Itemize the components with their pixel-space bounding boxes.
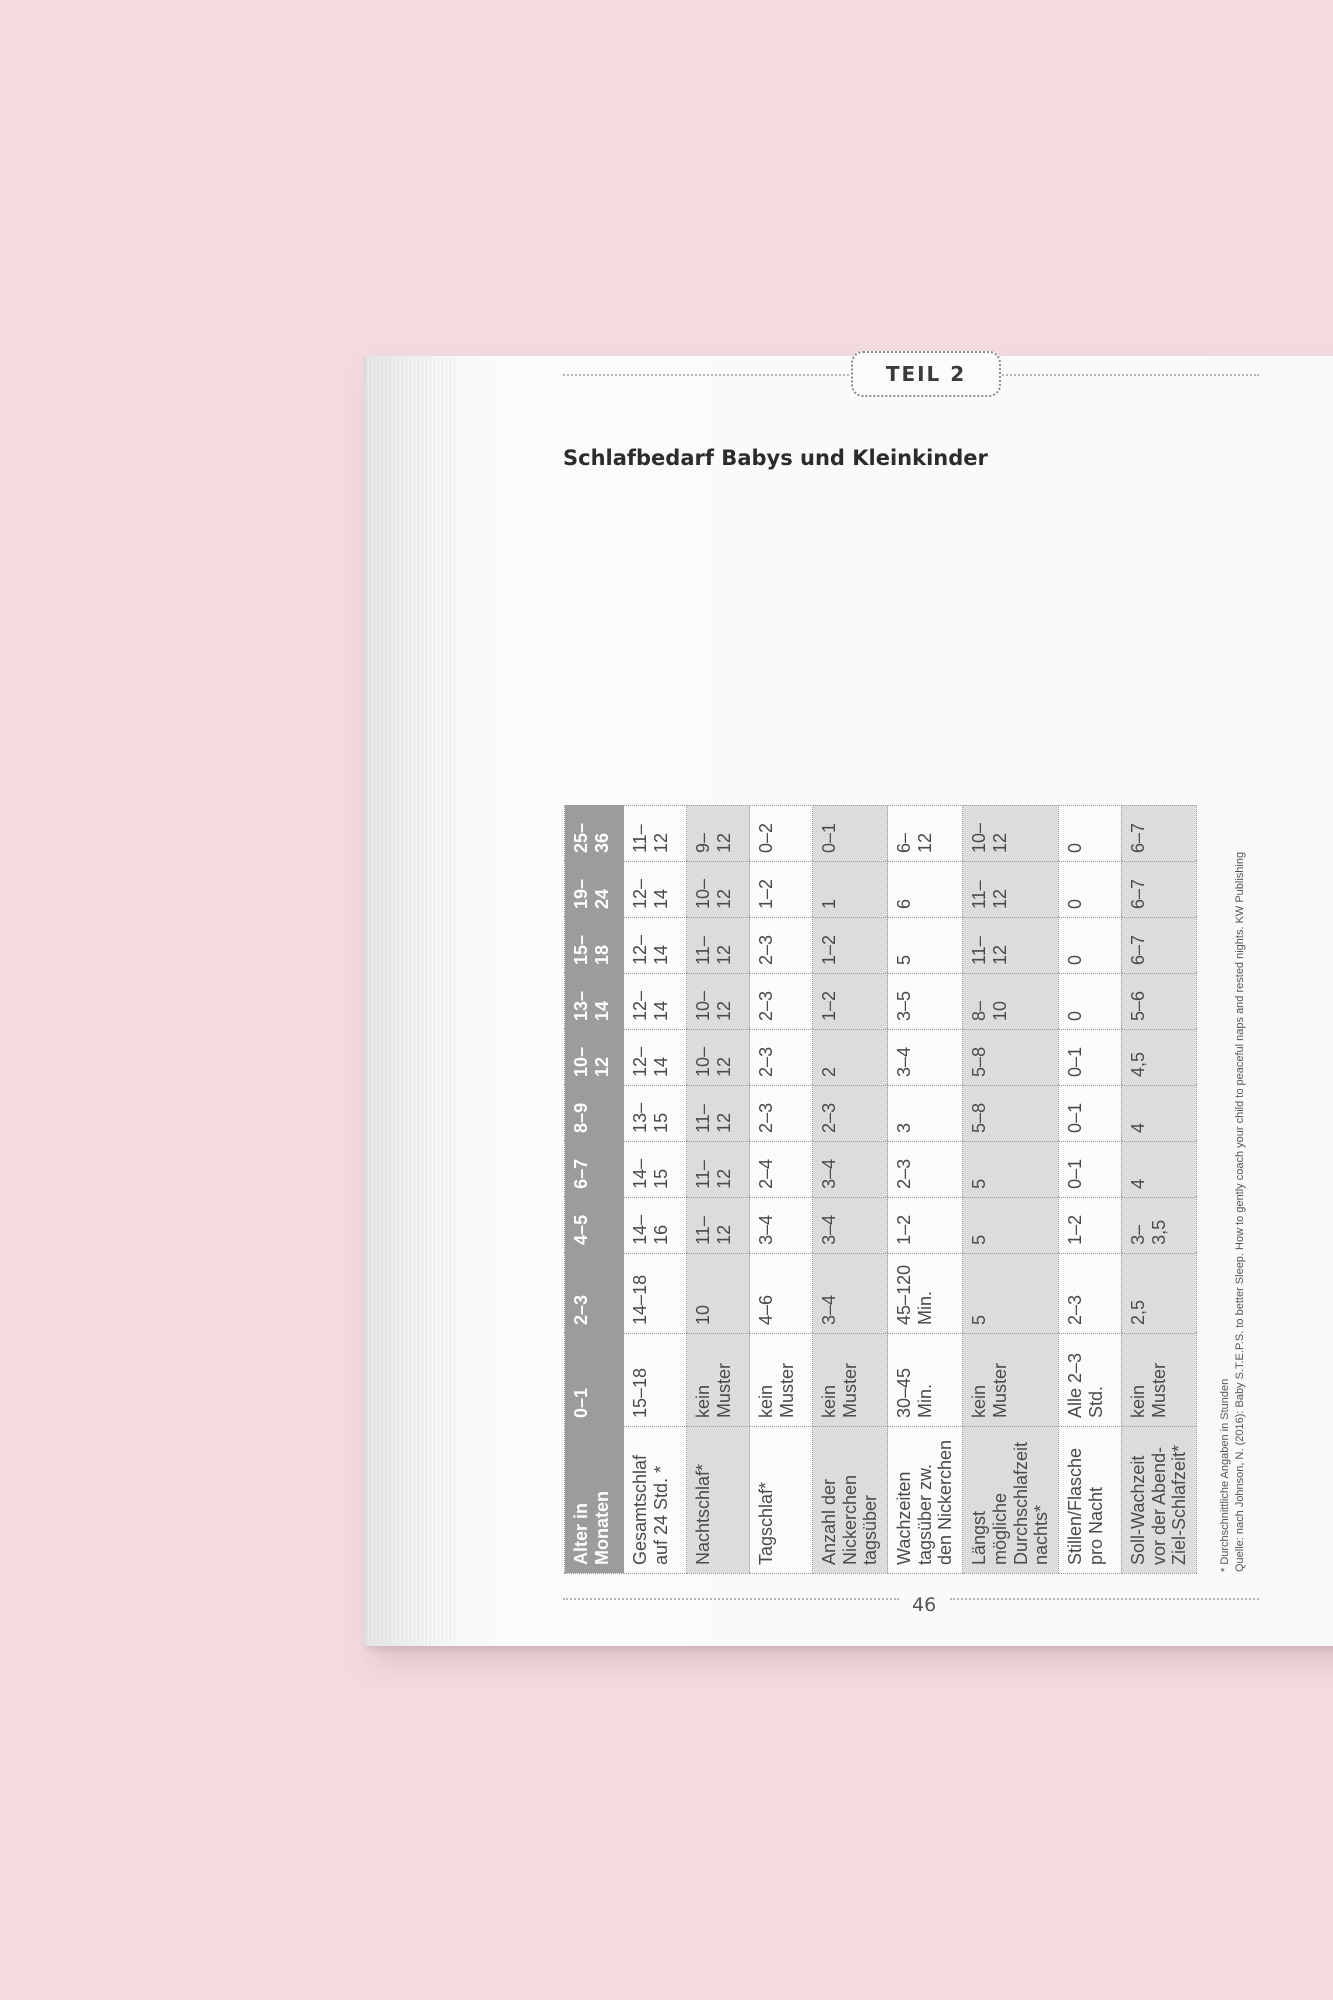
page-number: 46 — [912, 1594, 937, 1616]
table-cell: 2,5 — [1121, 1253, 1196, 1333]
header-rule-left — [563, 374, 849, 376]
table-cell: 0 — [1058, 973, 1121, 1029]
row-label: Tagschlaf* — [750, 1427, 813, 1574]
row-label: Längst mögliche Durchschlafzeit nachts* — [963, 1427, 1059, 1574]
table-cell: 14–16 — [624, 1197, 687, 1253]
table-cell: 4–6 — [750, 1253, 813, 1333]
table-cell: 2–3 — [813, 1085, 888, 1141]
table-cell: 2–3 — [750, 1085, 813, 1141]
table-cell: 10–12 — [687, 862, 750, 918]
table-cell: 4 — [1121, 1085, 1196, 1141]
table-cell: 11–12 — [687, 918, 750, 974]
table-cell: 5 — [888, 918, 963, 974]
header-cell: 8–9 — [565, 1085, 624, 1141]
table-cell: 5–8 — [963, 1085, 1059, 1141]
chapter-badge: TEIL 2 — [851, 351, 1001, 397]
table-cell: 2–3 — [750, 973, 813, 1029]
table-cell: 4 — [1121, 1141, 1196, 1197]
table-cell: 3–5 — [888, 973, 963, 1029]
table-row — [687, 806, 750, 1574]
header-cell: 25–36 — [565, 806, 624, 862]
table-cell: 0 — [1058, 862, 1121, 918]
header-rule-right — [999, 374, 1259, 376]
table-cell: 5 — [963, 1197, 1059, 1253]
table-cell: 10–12 — [687, 973, 750, 1029]
table-header-row — [565, 806, 624, 1574]
table-cell: 6 — [888, 862, 963, 918]
table-cell: 15–18 — [624, 1333, 687, 1426]
table-cell: 3–4 — [750, 1197, 813, 1253]
table-cell: Alle 2–3 Std. — [1058, 1333, 1121, 1426]
table-cell: kein Muster — [687, 1333, 750, 1426]
table-cell: 0–1 — [1058, 1141, 1121, 1197]
table-cell: kein Muster — [813, 1333, 888, 1426]
header-cell-age: Alter in Monaten — [565, 1427, 624, 1574]
header-cell: 10–12 — [565, 1029, 624, 1085]
table-cell: 10–12 — [687, 1029, 750, 1085]
header-cell: 15–18 — [565, 918, 624, 974]
table-cell: 45–120 Min. — [888, 1253, 963, 1333]
table-cell: 14–18 — [624, 1253, 687, 1333]
table-cell: 2 — [813, 1029, 888, 1085]
table-cell: 12–14 — [624, 862, 687, 918]
table-cell: 6–7 — [1121, 918, 1196, 974]
table-cell: kein Muster — [963, 1333, 1059, 1426]
table-cell: 2–4 — [750, 1141, 813, 1197]
table-cell: 12–14 — [624, 918, 687, 974]
table-cell: 2–3 — [1058, 1253, 1121, 1333]
table-cell: 2–3 — [750, 1029, 813, 1085]
table-cell: 3–4 — [813, 1253, 888, 1333]
sleep-table — [564, 805, 1197, 1574]
table-cell: 10 — [687, 1253, 750, 1333]
table-cell: 3–4 — [813, 1197, 888, 1253]
table-cell: 6–12 — [888, 806, 963, 862]
table-cell: 11–12 — [687, 1085, 750, 1141]
table-cell: 1–2 — [813, 973, 888, 1029]
table-cell: 2–3 — [750, 918, 813, 974]
table-cell: 3 — [888, 1085, 963, 1141]
table-row — [813, 806, 888, 1574]
footer-rule-left — [563, 1598, 899, 1600]
table-cell: 5 — [963, 1253, 1059, 1333]
page-title: Schlafbedarf Babys und Kleinkinder — [563, 446, 988, 470]
table-cell: 0–1 — [813, 806, 888, 862]
table-cell: 30–45 Min. — [888, 1333, 963, 1426]
table-cell: 12–14 — [624, 1029, 687, 1085]
footer-rule-right — [950, 1598, 1259, 1600]
rotated-table-wrapper — [564, 805, 1197, 1574]
table-cell: 1–2 — [750, 862, 813, 918]
table-cell: 0–1 — [1058, 1085, 1121, 1141]
table-cell: 8–10 — [963, 973, 1059, 1029]
table-cell: 2–3 — [888, 1141, 963, 1197]
footnotes — [1218, 852, 1249, 1572]
table-cell: 0 — [1058, 806, 1121, 862]
page-edges — [366, 356, 456, 1646]
row-label: Wachzeiten tagsüber zw. den Nickerchen — [888, 1427, 963, 1574]
table-cell: 11–12 — [963, 918, 1059, 974]
header-cell: 4–5 — [565, 1197, 624, 1253]
table-cell: 1–2 — [813, 918, 888, 974]
table-row — [1121, 806, 1196, 1574]
row-label: Anzahl der Nickerchen tagsüber — [813, 1427, 888, 1574]
header-cell: 19–24 — [565, 862, 624, 918]
row-label: Nachtschlaf* — [687, 1427, 750, 1574]
table-cell: 11–12 — [963, 862, 1059, 918]
table-cell: 14–15 — [624, 1141, 687, 1197]
row-label: Gesamtschlaf auf 24 Std. * — [624, 1427, 687, 1574]
table-cell: 13–15 — [624, 1085, 687, 1141]
header-cell: 2–3 — [565, 1253, 624, 1333]
table-cell: 0–1 — [1058, 1029, 1121, 1085]
table-cell: 1–2 — [888, 1197, 963, 1253]
row-label: Soll-Wachzeit vor der Abend-Ziel-Schlafzeit* — [1121, 1427, 1196, 1574]
header-cell: 13–14 — [565, 973, 624, 1029]
table-cell: 3–4 — [813, 1141, 888, 1197]
footnote-source: Quelle: nach Johnson, N. (2016): Baby S.T.E.P.S. to better Sleep. How to gently coach your child to peaceful naps and rested nights. KW Publishing — [1234, 851, 1247, 1572]
table-row — [1058, 806, 1121, 1574]
table-cell: 11–12 — [687, 1141, 750, 1197]
table-cell: 5–8 — [963, 1029, 1059, 1085]
table-row — [963, 806, 1059, 1574]
table-cell: 5–6 — [1121, 973, 1196, 1029]
table-cell: 11–12 — [687, 1197, 750, 1253]
table-cell: 12–14 — [624, 973, 687, 1029]
table-cell: 6–7 — [1121, 806, 1196, 862]
table-cell: 3–3,5 — [1121, 1197, 1196, 1253]
table-cell: 0 — [1058, 918, 1121, 974]
table-row — [750, 806, 813, 1574]
header-cell: 0–1 — [565, 1333, 624, 1426]
table-cell: 3–4 — [888, 1029, 963, 1085]
table-cell: 6–7 — [1121, 862, 1196, 918]
table-cell: kein Muster — [750, 1333, 813, 1426]
table-cell: 10–12 — [963, 806, 1059, 862]
footnote-note: * Durchschnittliche Angaben in Stunden — [1219, 1378, 1231, 1572]
row-label: Stillen/Flasche pro Nacht — [1058, 1427, 1121, 1574]
table-row — [624, 806, 687, 1574]
table-cell: 1 — [813, 862, 888, 918]
table-cell: 9–12 — [687, 806, 750, 862]
table-cell: 0–2 — [750, 806, 813, 862]
table-cell: 1–2 — [1058, 1197, 1121, 1253]
table-cell: 4,5 — [1121, 1029, 1196, 1085]
table-cell: kein Muster — [1121, 1333, 1196, 1426]
table-row — [888, 806, 963, 1574]
header-cell: 6–7 — [565, 1141, 624, 1197]
table-cell: 11–12 — [624, 806, 687, 862]
table-cell: 5 — [963, 1141, 1059, 1197]
